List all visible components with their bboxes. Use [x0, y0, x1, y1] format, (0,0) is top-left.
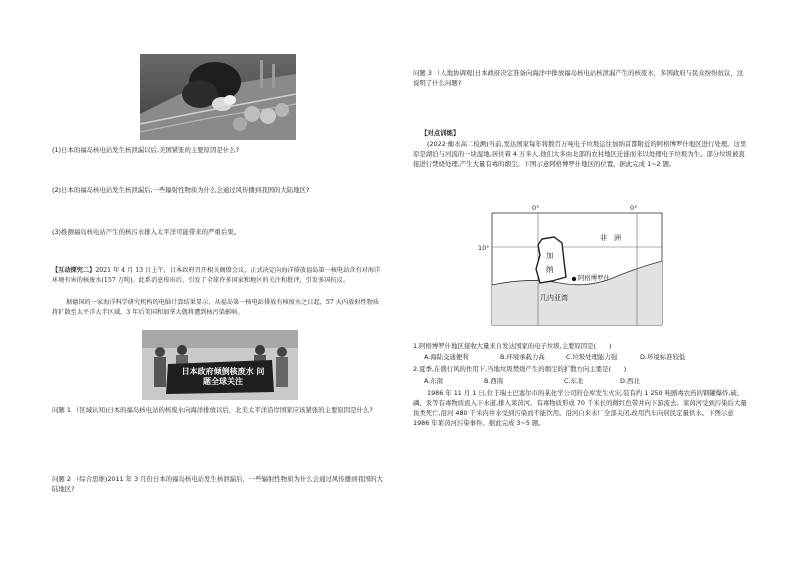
longitude-label-right: 0° [630, 204, 638, 212]
problem-2-text: 问题 2 （综合思维)2011 年 3 月份日本的福岛核电站发生核泄漏后，一些辐射性物质为什么会通过风传播到我国的大陆地区? [52, 475, 384, 493]
mc2-option-b: B.西南 [484, 377, 504, 385]
ghana-label-top: 加 [546, 251, 554, 260]
training-paragraph: (2022·衡水高二检测)当前,发达国家每年将数百万吨电子垃圾运往加纳首都附近的阿格博罗什地区进行处理。这里原是湖泊与河流的一块湿地,居住着 4 万多人,他们大多由北部的农村地区迁徙而来以处理电子垃圾为生。部分垃圾被直接进行焚烧处理,产生大量有毒的烟尘。下图示意阿格博罗什地区的位置。据此完成 1~2 题。 [413, 140, 747, 168]
agbogbloshie-location-map [470, 203, 670, 338]
nuclear-plant-explosion-image [140, 54, 296, 140]
longitude-label-left: 0° [532, 204, 540, 212]
latitude-label: 10° [478, 244, 490, 252]
gulf-label: 几内亚湾 [540, 294, 568, 302]
nuclear-plant-photo [140, 54, 296, 140]
city-label: 阿格博罗什 [578, 274, 610, 282]
mc2-option-c: C.东北 [564, 377, 584, 385]
inquiry-paragraph-2: 据德国的一家海洋科学研究机构的电脑计算结果显示，从福岛第一核电站排放有核废水之日起，57 天内放射性物质将扩散至太平洋大半区域，3 年后美国和加拿大就将遭到核污染影响。 [52, 299, 380, 316]
map-figure [470, 203, 670, 338]
africa-label: 非 洲 [600, 234, 621, 242]
mc1-option-d: D.环境标准较低 [640, 353, 686, 361]
training-title: 【对点训练】 [421, 129, 460, 137]
inquiry-paragraph [52, 266, 382, 286]
mc1-option-a: A.海陆交通便利 [424, 353, 469, 361]
mc1-option-b: B.环境承载力高 [500, 353, 545, 361]
protest-crowd-image [142, 330, 298, 400]
ghana-label-bottom: 纳 [546, 265, 554, 274]
question-1-text: (1)日本的福岛核电站发生核泄漏以后,美国紧张的主要原因是什么? [52, 146, 240, 154]
inquiry-text: 2021 年 4 月 13 日上午，日本政府召开相关阁僚会议，正式决定向海洋排放福岛第一核电站含有对海洋环境有害的核废水(157 万吨)。此系消息传出后，引发了全球许多国家和地区的关注和批评，引发多国抗议。 [52, 267, 381, 284]
mc-question-2: 2.夏季,在盛行风的作用下,当地垃圾焚烧产生的烟尘的扩散方向主要是( ) [413, 365, 627, 373]
problem-3-text: 问题 3 （人地协调观)日本政府决定准备向海洋中排放福岛核电站核泄漏产生的核废水，多国政府与民众纷纷抗议，这说明了什么问题? [413, 69, 744, 87]
inquiry-title: 【互动探究二】 [52, 267, 96, 274]
problem-1-text: 问题 1 （区域认知)日本的福岛核电站的核废水向海洋排放以后，北美太平洋沿岸国家应该紧张的主要原因是什么? [52, 406, 373, 414]
protest-banner-text: 日本政府倾倒核废水 问题全球关注 [181, 367, 265, 386]
question-3-text: (3)推测福岛核电站产生的核污水排入太平洋可能带来的严重后果。 [52, 228, 240, 236]
protest-photo [142, 330, 298, 400]
mc-question-1: 1.阿格博罗什地区接收大量来自发达国家的电子垃圾,主要原因是( ) [413, 342, 612, 350]
question-2-text: (2)日本的福岛核电站发生核泄漏后,一些辐射性物质为什么会通过风传播到我国的大陆地区? [52, 186, 310, 194]
case-paragraph: 1986 年 11 月 1 日,位于瑞士巴塞尔市的某化学公司的仓库发生火灾,装有约 1 250 吨剧毒农药的钢罐爆炸,硫、磷、汞等有毒物质流入下水道,排入莱茵河。有毒物质形成 70 千米长的微红色带并向下游流去。莱茵河受到污染后大量鱼类死亡,沿河 480 千米内井水受到污染而不能饮用。沿河自来水厂全部关闭,改用汽车向居民定量供水。下图示意1986 年莱茵河污染事件。据此完成 3~5 题。 [413, 389, 747, 427]
mc1-option-c: C.垃圾处理能力强 [566, 353, 618, 361]
mc2-option-a: A.东南 [424, 377, 444, 385]
mc2-option-d: D.西北 [620, 377, 640, 385]
